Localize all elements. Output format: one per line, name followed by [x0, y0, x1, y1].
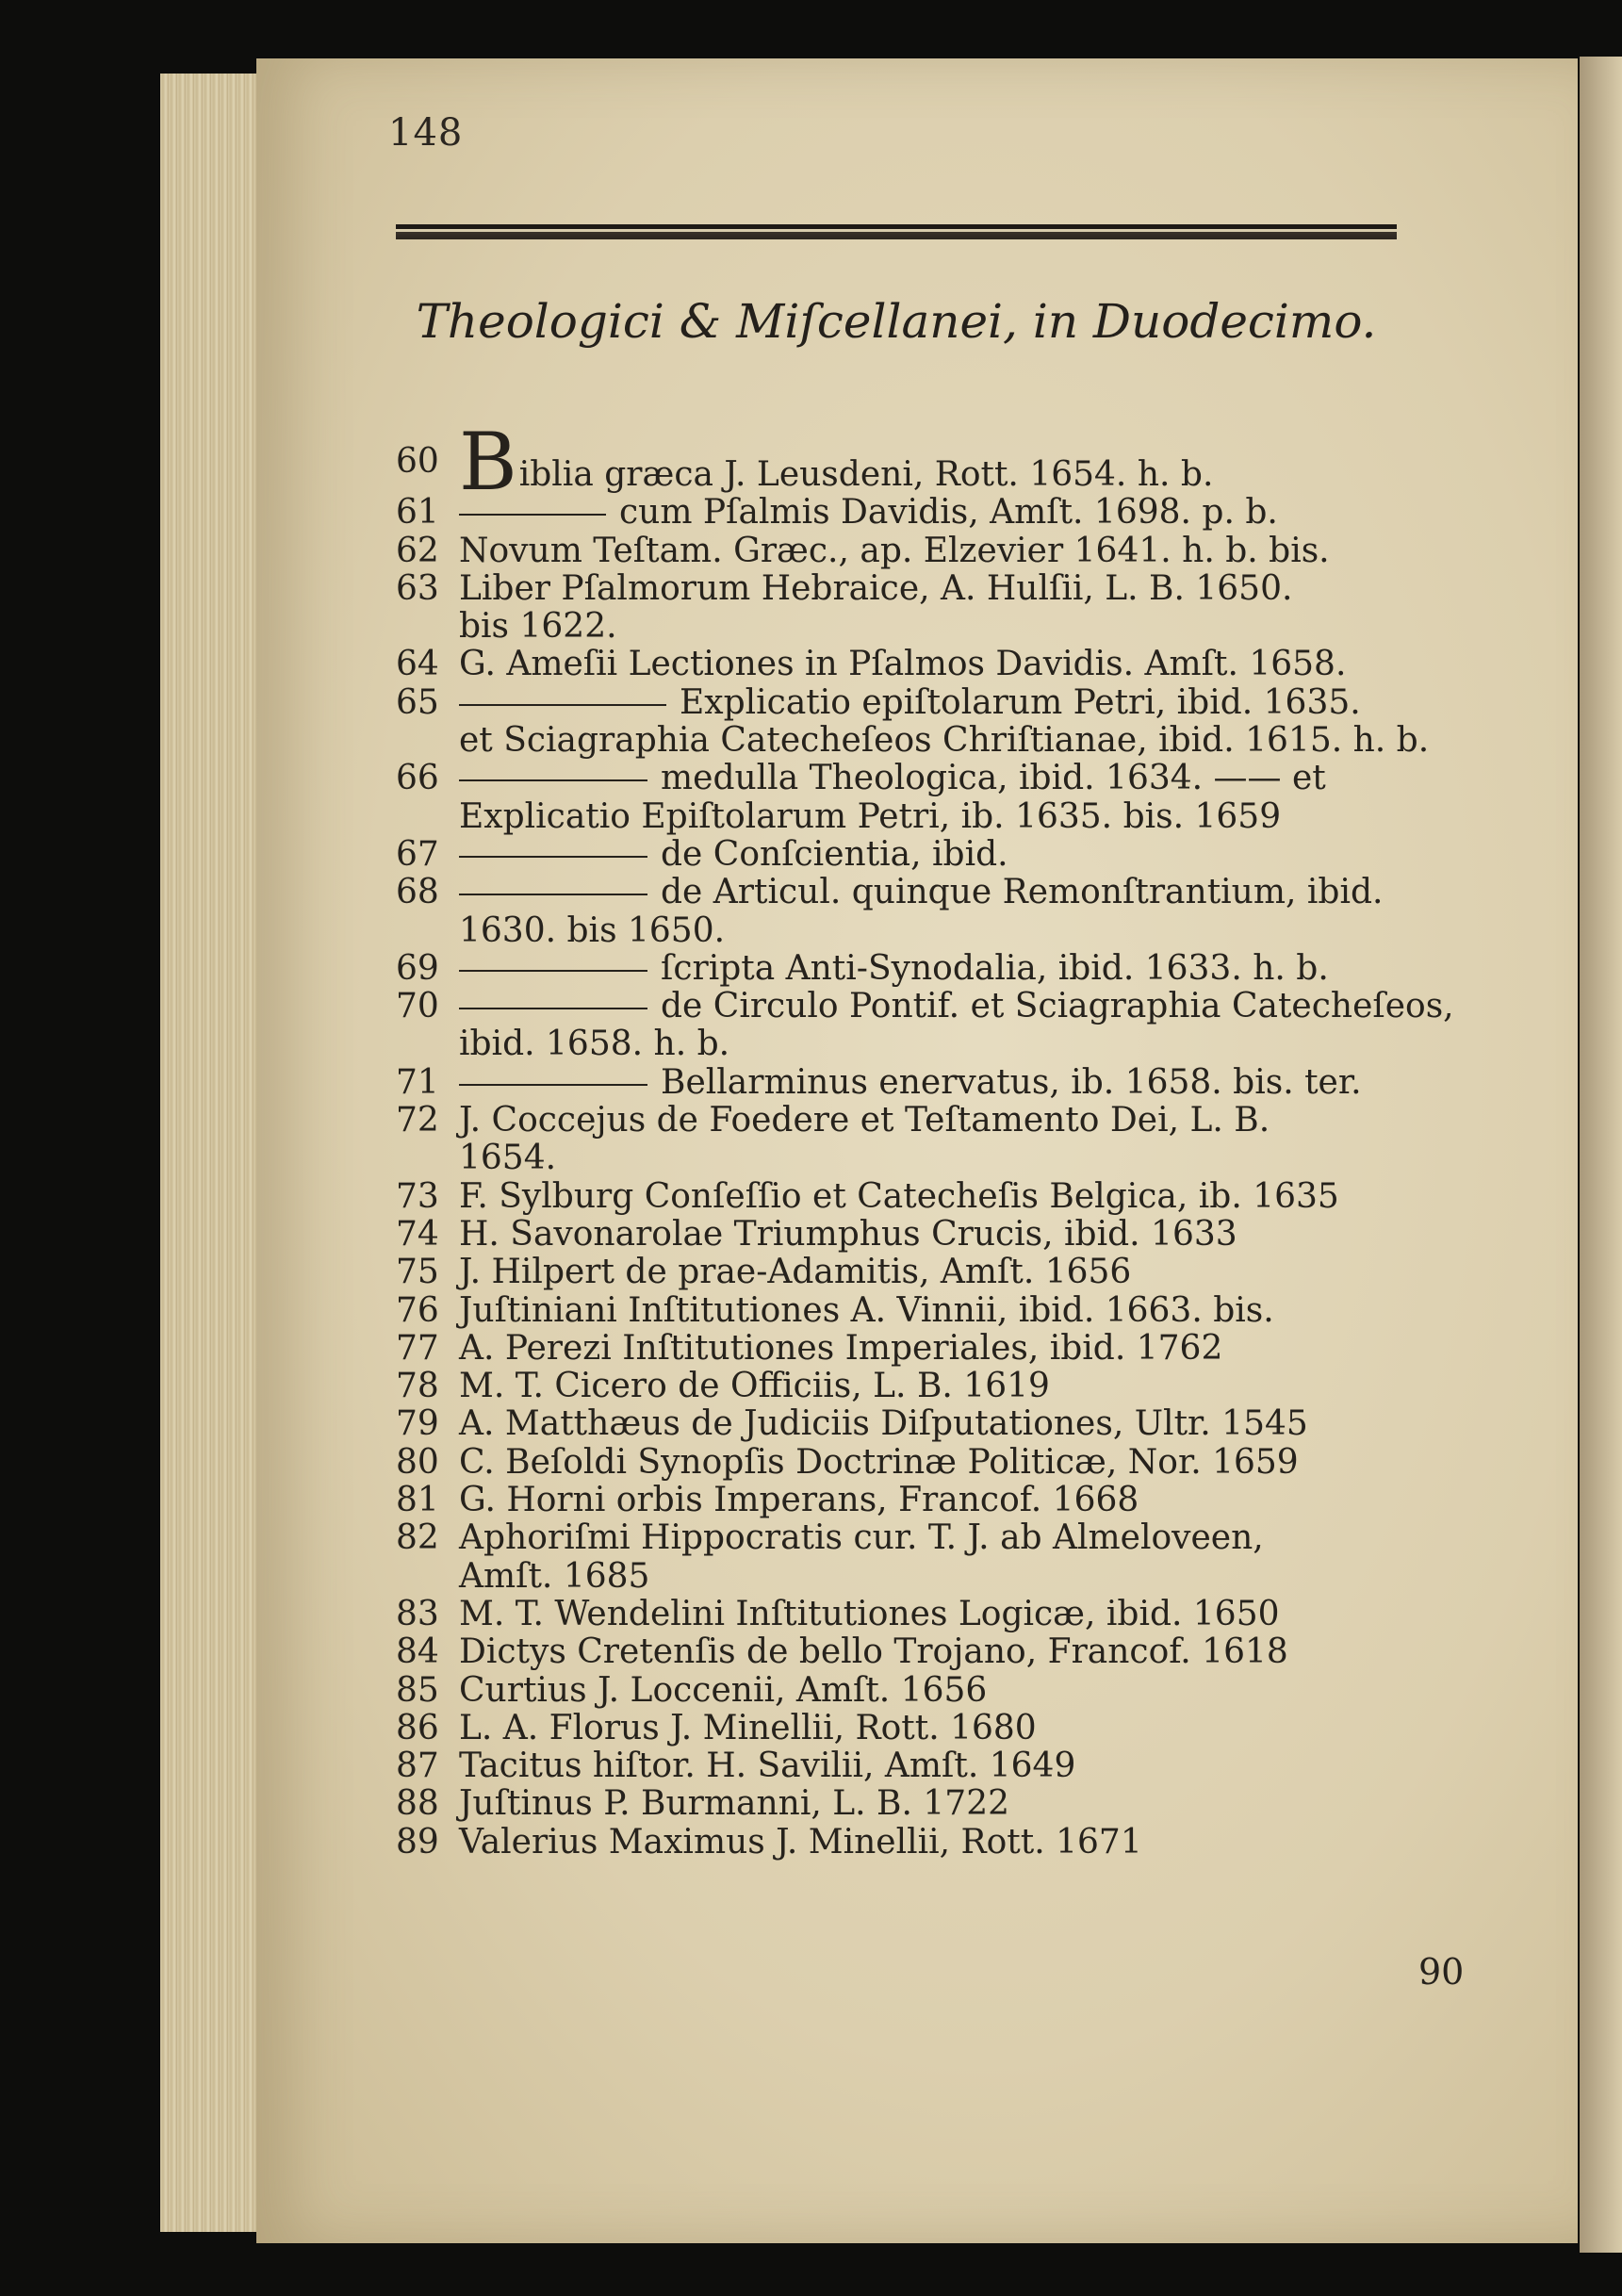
entry-text: G. Horni orbis Imperans, Francof. 1668	[459, 1481, 1139, 1520]
entry-continuation: 1654.	[459, 1139, 557, 1178]
list-item	[396, 1596, 1470, 1633]
ditto-dash	[459, 970, 647, 972]
ditto-dash	[459, 514, 606, 516]
entry-text: cum Pſalmis Davidis, Amſt. 1698. p. b.	[619, 493, 1278, 533]
list-item	[396, 1672, 1470, 1710]
entry-text: de Circulo Pontif. et Sciagraphia Catecheſeos, ibid. 1658. h. b.	[459, 987, 1454, 1064]
entry-number: 65	[396, 682, 439, 722]
entry-number: 71	[396, 1062, 439, 1102]
catchword: 90	[1418, 1951, 1465, 1993]
entry-number: 61	[396, 493, 439, 533]
entry-number: 76	[396, 1290, 439, 1330]
entry-number: 63	[396, 568, 439, 608]
entry-number: 72	[396, 1101, 439, 1140]
entry-continuation: 1630. bis 1650.	[459, 910, 726, 950]
entry-text: A. Matthæus de Judiciis Diſputationes, Ultr. 1545	[459, 1404, 1308, 1444]
entry-number: 79	[396, 1404, 439, 1444]
entry-number: 73	[396, 1176, 439, 1216]
entry-text: Curtius J. Loccenii, Amſt. 1656	[459, 1670, 988, 1710]
list-item	[396, 494, 1470, 532]
entry-number: 77	[396, 1328, 439, 1368]
entry-number: 81	[396, 1481, 439, 1520]
entry-number: 80	[396, 1442, 439, 1482]
section-heading: Theologici & Miſcellanei, in Duodecimo.	[416, 294, 1377, 349]
entry-number: 69	[396, 948, 439, 988]
list-item	[396, 1405, 1470, 1443]
list-item	[396, 1216, 1470, 1254]
entry-text: Juſtiniani Inſtitutiones A. Vinnii, ibid. 1663. bis.	[459, 1290, 1274, 1330]
entry-continuation: Amſt. 1685	[459, 1556, 650, 1596]
ditto-dash	[459, 704, 666, 706]
entry-text: de Articul. quinque Remonſtrantium, ibid.	[661, 873, 1384, 912]
ditto-dash	[459, 779, 647, 781]
entry-number: 75	[396, 1253, 439, 1292]
entry-number: 89	[396, 1822, 439, 1861]
entry-number: 74	[396, 1214, 439, 1254]
list-item	[396, 1064, 1470, 1102]
entry-number: 66	[396, 759, 439, 798]
list-item	[396, 760, 1470, 797]
entry-text: Aphoriſmi Hippocratis cur. T. J. ab Almeloveen,	[459, 1518, 1264, 1558]
list-item	[396, 1482, 1470, 1519]
entry-number: 67	[396, 834, 439, 874]
entry-number: 62	[396, 531, 439, 570]
entry-text: Novum Teſtam. Græc., ap. Elzevier 1641. h. b. bis.	[459, 531, 1330, 570]
entry-text: H. Savonarolae Triumphus Crucis, ibid. 1633	[459, 1214, 1237, 1254]
entry-text: de Conſcientia, ibid.	[661, 834, 1008, 874]
entry-text: L. A. Florus J. Minellii, Rott. 1680	[459, 1708, 1037, 1747]
entry-number: 87	[396, 1747, 439, 1786]
list-item	[396, 1254, 1470, 1291]
entry-text: iblia græca J. Leusdeni, Rott. 1654. h. b.	[518, 455, 1214, 494]
entry-text: Dictys Cretenſis de bello Trojano, Francof. 1618	[459, 1632, 1288, 1672]
list-item	[396, 1785, 1470, 1823]
entry-number: 60	[396, 442, 439, 481]
list-item	[396, 1444, 1470, 1482]
ditto-dash	[459, 894, 647, 895]
entry-number: 83	[396, 1594, 439, 1633]
entry-text: A. Perezi Inſtitutiones Imperiales, ibid. 1762	[459, 1328, 1223, 1368]
list-item	[396, 1292, 1470, 1330]
entry-text: M. T. Cicero de Officiis, L. B. 1619	[459, 1367, 1050, 1406]
entry-number: 88	[396, 1784, 439, 1824]
list-item	[396, 1102, 1470, 1140]
list-item	[396, 1747, 1470, 1785]
list-item	[396, 1330, 1470, 1368]
entry-number: 78	[396, 1367, 439, 1406]
ditto-dash	[459, 856, 647, 858]
header-rule	[396, 224, 1397, 239]
facing-page-edge	[1580, 57, 1622, 2253]
entry-number: 82	[396, 1518, 439, 1558]
entry-continuation: et Sciagraphia Catecheſeos Chriſtianae, ibid. 1615. h. b.	[459, 721, 1430, 761]
entry-text: F. Sylburg Conſeſſio et Catecheſis Belgica, ib. 1635	[459, 1176, 1339, 1216]
entry-number: 86	[396, 1708, 439, 1747]
entry-continuation: bis 1622.	[459, 607, 617, 647]
list-item	[396, 950, 1470, 988]
entry-text: medulla Theologica, ibid. 1634. —— et	[661, 759, 1326, 798]
entry-text: C. Beſoldi Synopſis Doctrinæ Politicæ, Nor. 1659	[459, 1442, 1299, 1482]
list-item	[396, 570, 1470, 608]
list-item	[396, 646, 1470, 683]
list-item	[396, 684, 1470, 722]
entry-number: 64	[396, 645, 439, 684]
page-number: 148	[388, 111, 464, 155]
list-item	[396, 836, 1470, 874]
list-item	[396, 1368, 1470, 1405]
entry-number: 68	[396, 873, 439, 912]
ditto-dash	[459, 1084, 647, 1086]
list-item	[396, 533, 1470, 570]
list-item	[396, 988, 1470, 1064]
ditto-dash	[459, 1008, 647, 1009]
entry-text: J. Coccejus de Foedere et Teſtamento Dei, L. B.	[459, 1101, 1270, 1140]
list-item	[396, 416, 1470, 508]
drop-cap: B	[459, 416, 517, 508]
list-item	[396, 1519, 1470, 1557]
catalogue-entries	[396, 416, 1470, 1861]
entry-text: Valerius Maximus J. Minellii, Rott. 1671	[459, 1822, 1142, 1861]
entry-text: Liber Pſalmorum Hebraice, A. Hulſii, L. B. 1650.	[459, 568, 1293, 608]
list-item	[396, 1824, 1470, 1861]
entry-number: 85	[396, 1670, 439, 1710]
entry-text: ſcripta Anti-Synodalia, ibid. 1633. h. b.	[661, 948, 1329, 988]
entry-text: Bellarminus enervatus, ib. 1658. bis. ter.	[661, 1062, 1362, 1102]
entry-text: Explicatio epiſtolarum Petri, ibid. 1635.	[680, 682, 1361, 722]
entry-continuation: Explicatio Epiſtolarum Petri, ib. 1635. bis. 1659	[459, 796, 1282, 836]
entry-number: 84	[396, 1632, 439, 1672]
entry-text: Tacitus hiſtor. H. Savilii, Amſt. 1649	[459, 1747, 1076, 1786]
entry-number: 70	[396, 987, 439, 1026]
list-item	[396, 1178, 1470, 1216]
entry-text: G. Ameſii Lectiones in Pſalmos Davidis. Amſt. 1658.	[459, 645, 1347, 684]
entry-text: Juſtinus P. Burmanni, L. B. 1722	[459, 1784, 1009, 1824]
list-item	[396, 1710, 1470, 1747]
list-item	[396, 874, 1470, 911]
entry-text: M. T. Wendelini Inſtitutiones Logicæ, ibid. 1650	[459, 1594, 1280, 1633]
list-item	[396, 1633, 1470, 1671]
entry-text: J. Hilpert de prae-Adamitis, Amſt. 1656	[459, 1253, 1132, 1292]
